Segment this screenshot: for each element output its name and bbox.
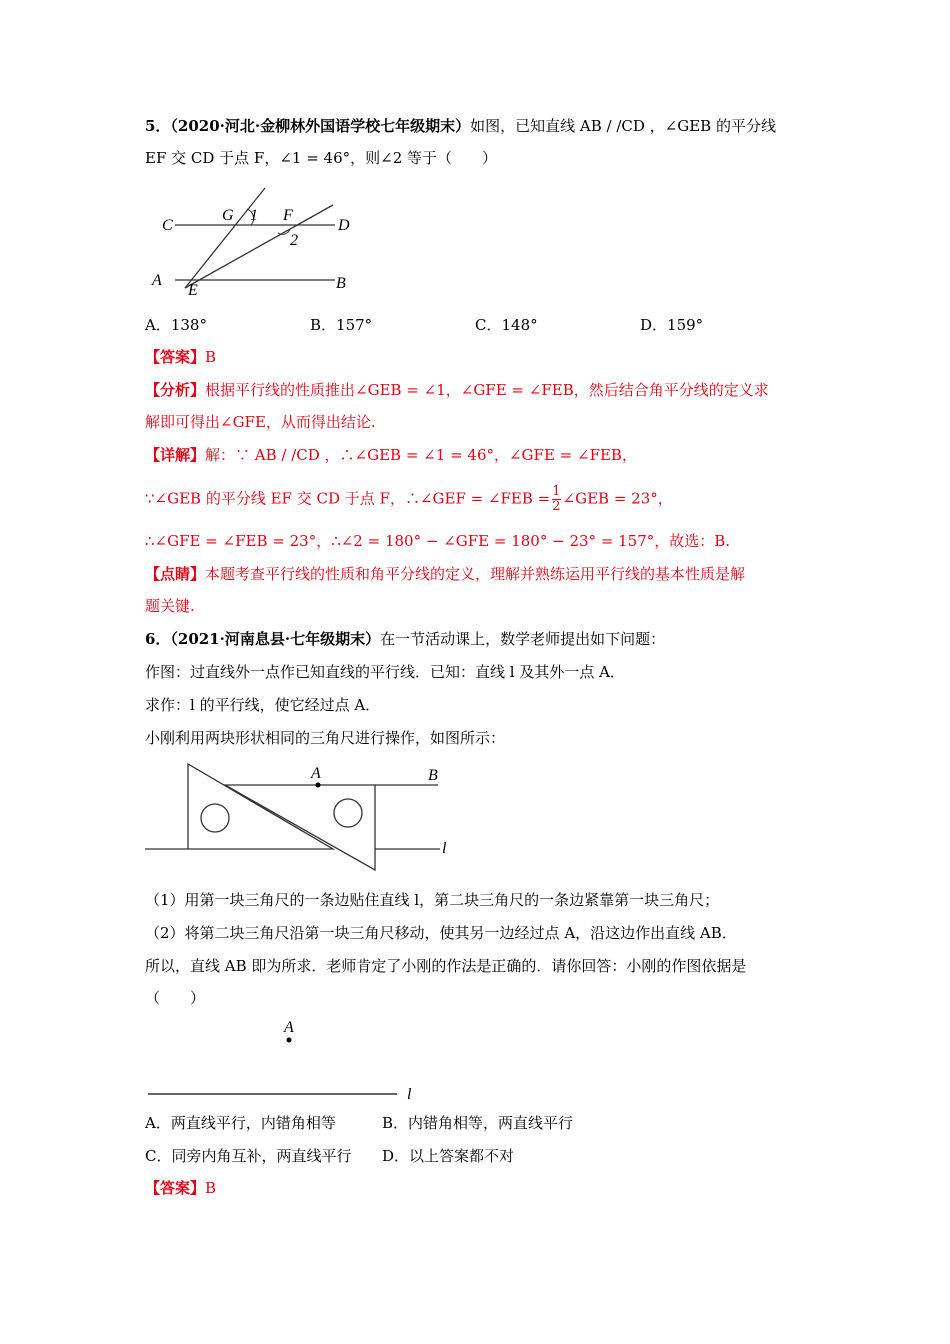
- q5-option-b: B．157°: [310, 316, 373, 334]
- q6-figure-triangles: [145, 760, 455, 875]
- q5-comment-tag: 【点睛】: [145, 565, 206, 583]
- q6-paren: （ ）: [145, 989, 206, 1007]
- q5-answer-value: B: [205, 348, 217, 366]
- q6-figure-line: [145, 1015, 425, 1103]
- q6-fig1-label-l: l: [442, 840, 447, 857]
- q6-stem-line1: [145, 629, 665, 649]
- q5-label-B: B: [336, 275, 346, 292]
- q5-frac-num: 1: [552, 484, 561, 499]
- q5-comment-text1: 本题考查平行线的性质和角平分线的定义，理解并熟练运用平行线的基本性质是解: [205, 565, 746, 583]
- q5-detail-line3: ∴∠GFE = ∠FEB = 23°，∴∠2 = 180° − ∠GFE = 180° − 23° = 157°，故选：B.: [145, 532, 731, 550]
- q6-answer: [145, 1178, 216, 1198]
- q6-fig1-label-B: B: [428, 767, 438, 784]
- q5-label-2: 2: [290, 232, 298, 249]
- q5-answer-tag: 【答案】: [145, 348, 206, 366]
- q5-stem-line1: [145, 116, 776, 136]
- q6-source: 6．（2021·河南息县·七年级期末）: [145, 630, 381, 648]
- q5-comment-line1: [145, 564, 745, 584]
- q5-comment-line2: 题关键.: [145, 597, 195, 615]
- q5-stem-line2: EF 交 CD 于点 F，∠1 = 46°，则∠2 等于（ ）: [145, 149, 498, 167]
- q5-label-E: E: [188, 282, 198, 299]
- q6-line2: 作图：过直线外一点作已知直线的平行线．已知：直线 l 及其外一点 A．: [145, 663, 625, 681]
- q5-detail-text2b: ∠GEB = 23°，: [562, 489, 673, 508]
- q6-option-b: B．内错角相等，两直线平行: [382, 1114, 574, 1132]
- q5-detail-text1: 解：∵ AB / /CD ，∴∠GEB = ∠1 = 46°，∠GFE = ∠FEB，: [205, 446, 637, 464]
- q6-option-a: A．两直线平行，内错角相等: [145, 1114, 336, 1132]
- q5-label-D: D: [338, 217, 350, 234]
- q5-analysis-tag: 【分析】: [145, 381, 206, 399]
- q5-analysis-line1: [145, 380, 769, 400]
- q5-answer: [145, 347, 216, 367]
- q5-option-a: A．138°: [145, 316, 207, 334]
- q6-fig1-label-A: A: [311, 765, 321, 782]
- q5-label-G: G: [222, 207, 234, 224]
- q5-detail-tag: 【详解】: [145, 446, 206, 464]
- q5-analysis-line2: 解即可得出∠GFE，从而得出结论.: [145, 413, 376, 431]
- q5-option-c: C．148°: [475, 316, 538, 334]
- q5-detail-text2a: ∵∠GEB 的平分线 EF 交 CD 于点 F，∴∠GEF = ∠FEB =: [145, 489, 551, 508]
- q6-answer-tag: 【答案】: [145, 1179, 206, 1197]
- q6-step2: （2）将第二块三角尺沿第一块三角尺移动，使其另一边经过点 A，沿这边作出直线 AB．: [145, 924, 737, 942]
- q6-stem-text1: 在一节活动课上，数学老师提出如下问题：: [380, 630, 666, 648]
- q5-label-A: A: [152, 272, 162, 289]
- q5-label-1: 1: [250, 207, 258, 224]
- q5-option-d: D．159°: [640, 316, 704, 334]
- q5-detail-fraction: [552, 485, 560, 514]
- q6-fig2-label-A: A: [284, 1019, 294, 1036]
- q5-source: 5．（2020·河北·金柳林外国语学校七年级期末）: [145, 117, 471, 135]
- q5-detail-line1: [145, 445, 637, 465]
- q6-fig2-label-l: l: [407, 1086, 412, 1103]
- q5-label-F: F: [283, 207, 293, 224]
- q6-answer-value: B: [205, 1179, 217, 1197]
- q5-figure: [150, 185, 360, 300]
- q5-detail-line2: [145, 485, 673, 514]
- q6-line4: 小刚利用两块形状相同的三角尺进行操作，如图所示：: [145, 729, 506, 747]
- q6-line3: 求作：l 的平行线，使它经过点 A．: [145, 696, 381, 714]
- q5-label-C: C: [162, 217, 173, 234]
- q6-option-c: C．同旁内角互补，两直线平行: [145, 1147, 352, 1165]
- q6-option-d: D．以上答案都不对: [382, 1147, 515, 1165]
- q6-conclusion: 所以，直线 AB 即为所求．老师肯定了小刚的作法是正确的．请你回答：小刚的作图依据是: [145, 957, 747, 975]
- q5-stem-text1: 如图，已知直线 AB / /CD ，∠GEB 的平分线: [470, 117, 776, 135]
- q5-frac-den: 2: [552, 499, 561, 514]
- q5-analysis-text1: 根据平行线的性质推出∠GEB = ∠1，∠GFE = ∠FEB，然后结合角平分线的定义求: [205, 381, 769, 399]
- q6-step1: （1）用第一块三角尺的一条边贴住直线 l，第二块三角尺的一条边紧靠第一块三角尺；: [145, 891, 720, 909]
